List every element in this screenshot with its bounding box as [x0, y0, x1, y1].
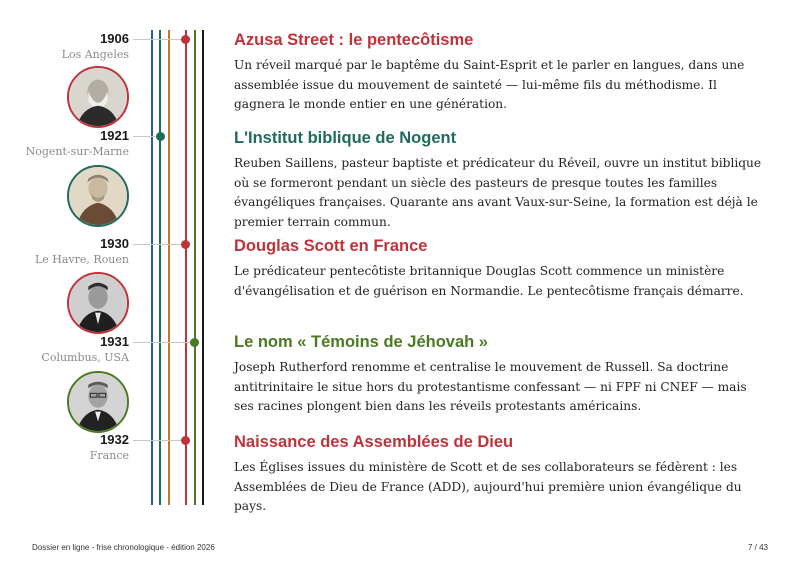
event-place: Le Havre, Rouen — [34, 253, 129, 266]
portrait-photo-icon — [69, 68, 127, 126]
event-place: Columbus, USA — [41, 351, 129, 364]
year-connector — [133, 244, 185, 245]
timeline-entry — [234, 332, 764, 417]
entry-text: Les Églises issues du ministère de Scott et de ses collaborateurs se fédèrent : les Assemblées de Dieu de France (ADD), aujourd'hui première union évangélique du pays. — [234, 460, 742, 513]
portrait-image — [67, 371, 129, 433]
year-connector — [133, 440, 185, 441]
year-connector — [133, 39, 185, 40]
entry-title: Naissance des Assemblées de Dieu — [234, 433, 514, 451]
date-block — [0, 31, 129, 62]
event-year: 1921 — [100, 128, 129, 143]
portrait-image — [67, 66, 129, 128]
timeline-entry — [234, 432, 764, 517]
date-block — [0, 128, 129, 159]
event-year: 1931 — [100, 334, 129, 349]
portrait-photo-icon — [69, 274, 127, 332]
timeline-line-black — [202, 30, 204, 505]
footer-caption: Dossier en ligne - frise chronologique - édition 2026 — [32, 543, 215, 552]
portrait-photo-icon — [69, 167, 127, 225]
timeline-marker — [190, 338, 199, 347]
timeline-line-orange — [168, 30, 170, 505]
date-block — [0, 236, 129, 267]
page-number: 7 / 43 — [747, 543, 768, 552]
timeline-entry — [234, 236, 764, 301]
timeline-marker — [181, 35, 190, 44]
timeline-entry — [234, 30, 764, 115]
entry-text: Reuben Saillens, pasteur baptiste et prédicateur du Réveil, ouvre un institut biblique où se formeront pendant un siècle des pasteurs de presque toutes les familles évangéliques françaises. Quarante ans avant Vaux-sur-Seine, la formation est déjà le premier terrain commun. — [234, 156, 762, 229]
entry-title: Le nom « Témoins de Jéhovah » — [234, 333, 488, 351]
entry-text: Le prédicateur pentecôtiste britannique Douglas Scott commence un ministère d'évangélisation et de guérison en Normandie. Le pentecôtisme français démarre. — [234, 264, 744, 298]
portrait-image — [67, 165, 129, 227]
date-block — [0, 432, 129, 463]
event-place: Nogent-sur-Marne — [25, 145, 129, 158]
event-year: 1932 — [100, 432, 129, 447]
timeline-marker — [156, 132, 165, 141]
timeline-marker — [181, 436, 190, 445]
event-year: 1906 — [100, 31, 129, 46]
timeline-line-teal — [159, 30, 161, 505]
entry-title: L'Institut biblique de Nogent — [234, 129, 457, 147]
entry-title: Azusa Street : le pentecôtisme — [234, 31, 474, 49]
entry-title: Douglas Scott en France — [234, 237, 428, 255]
portrait-image — [67, 272, 129, 334]
entry-text: Un réveil marqué par le baptême du Saint-Esprit et le parler en langues, dans une assemblée issue du mouvement de sainteté — lui-même fils du méthodisme. Il gagnera le monde entier en une génération. — [234, 58, 745, 111]
timeline-line-blue — [151, 30, 153, 505]
date-block — [0, 334, 129, 365]
timeline-entry — [234, 128, 764, 232]
event-place: Los Angeles — [61, 48, 129, 61]
event-year: 1930 — [100, 236, 129, 251]
portrait-photo-icon — [69, 373, 127, 431]
year-connector — [133, 342, 194, 343]
timeline-marker — [181, 240, 190, 249]
timeline-line-red — [185, 30, 187, 505]
event-place: France — [89, 449, 129, 462]
entry-text: Joseph Rutherford renomme et centralise le mouvement de Russell. Sa doctrine antitrinitaire le situe hors du protestantisme confessant — ni FPF ni CNEF — mais ses racines plongent bien dans les réveils protestants américains. — [234, 360, 747, 413]
timeline-line-olive — [194, 30, 196, 505]
